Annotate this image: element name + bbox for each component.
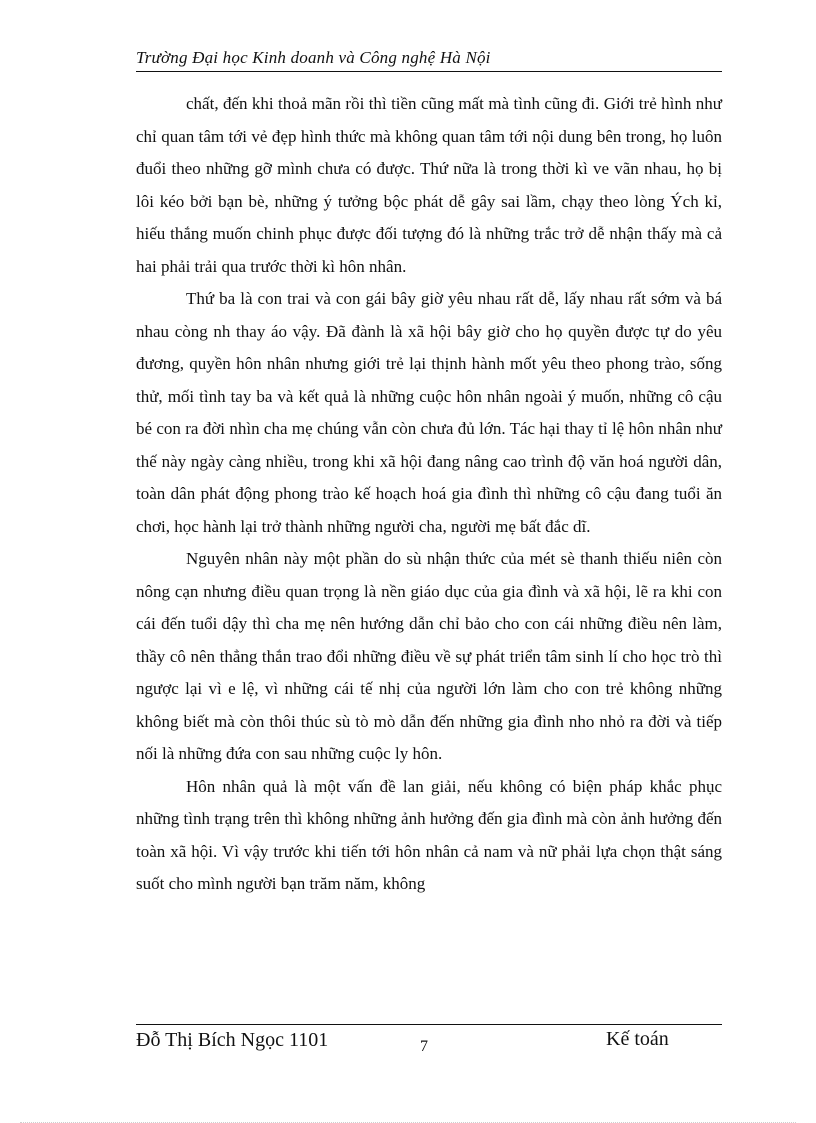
footer-divider	[136, 1024, 722, 1025]
header-divider	[136, 71, 722, 72]
paragraph-1: chất, đến khi thoả mãn rồi thì tiền cũng mất mà tình cũng đi. Giới trẻ hình như chỉ quan tâm tới vẻ đẹp hình thức mà không quan tâm tới nội dung bên trong, họ luôn đuổi theo những gỡ mình chưa có được. Thứ nữa là trong thời kì ve vãn nhau, họ bị lôi kéo bởi bạn bè, những ý tưởng bộc phát dễ gây sai lầm, chạy theo lòng Ých kỉ, hiếu thắng muốn chinh phục được đối tượng đó là những trắc trở dễ nhận thấy mà cả hai phải trải qua trước thời kì hôn nhân.	[136, 94, 722, 276]
document-body	[136, 88, 722, 901]
running-header: Trường Đại học Kinh doanh và Công nghệ Hà Nội	[136, 48, 491, 67]
footer-department: Kế toán	[606, 1028, 669, 1050]
paragraph-4: Hôn nhân quả là một vấn đề lan giải, nếu không có biện pháp khắc phục những tình trạng trên thì không những ảnh hưởng đến gia đình mà còn ảnh hưởng đến toàn xã hội. Vì vậy trước khi tiến tới hôn nhân cả nam và nữ phải lựa chọn thật sáng suốt cho mình người bạn trăm năm, không	[136, 776, 722, 893]
paragraph-2: Thứ ba là con trai và con gái bây giờ yêu nhau rất dễ, lấy nhau rất sớm và bá nhau còng nh thay áo vậy. Đã đành là xã hội bây giờ cho họ quyền được tự do yêu đương, quyền hôn nhân nhưng giới trẻ lại thịnh hành mốt yêu theo phong trào, sống thử, mối tình tay ba và kết quả là những cuộc hôn nhân ngoài ý muốn, những cô cậu bé con ra đời nhìn cha mẹ chúng vẫn còn chưa đủ lớn. Tác hại thay tỉ lệ hôn nhân như thế này ngày càng nhiều, trong khi xã hội đang nâng cao trình độ văn hoá người dân, toàn dân phát động phong trào kế hoạch hoá gia đình thì những cô cậu đang tuổi ăn chơi, học hành lại trở thành những người cha, người mẹ bất đắc dĩ.	[136, 289, 722, 536]
footer-author: Đỗ Thị Bích Ngọc 1101	[136, 1029, 329, 1051]
page-number: 7	[420, 1038, 428, 1055]
paragraph-3: Nguyên nhân này một phần do sù nhận thức của mét sè thanh thiếu niên còn nông cạn nhưng điều quan trọng là nền giáo dục của gia đình và xã hội, lẽ ra khi con cái đến tuổi dậy thì cha mẹ nên hướng dẫn chỉ bảo cho con cái những điều nên làm, thầy cô nên thẳng thắn trao đổi những điều về sự phát triển tâm sinh lí cho học trò thì ngược lại vì e lệ, vì những cái tế nhị của người lớn làm cho con trẻ không những không biết mà còn thôi thúc sù tò mò dẫn đến những gia đình nho nhỏ ra đời và tiếp nối là những đứa con sau những cuộc ly hôn.	[136, 549, 722, 763]
